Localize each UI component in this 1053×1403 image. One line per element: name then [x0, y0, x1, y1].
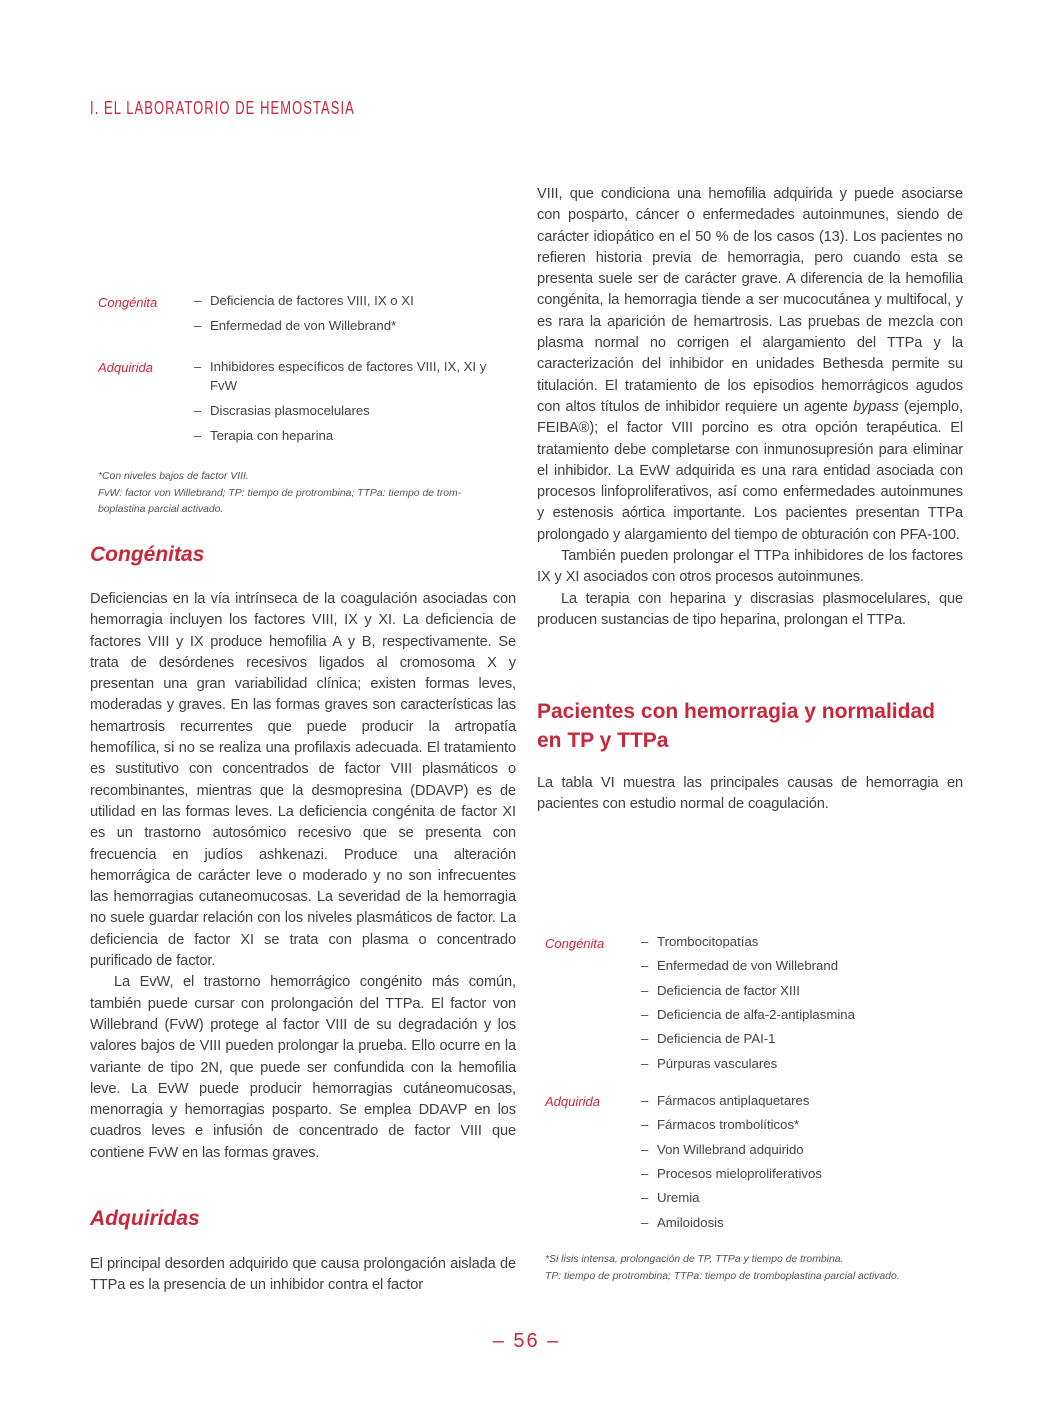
heading-pacientes: Pacientes con hemorragia y normalidad en TP y TTPa	[537, 700, 935, 752]
table-right-row: – Amiloidosis	[641, 1215, 724, 1230]
table-right-row: – Trombocitopatías	[641, 934, 759, 949]
section-adquiridas	[90, 1205, 516, 1297]
table-right-row: – Fármacos trombolíticos*	[641, 1117, 800, 1132]
table-left-row: FvW	[210, 378, 238, 393]
table-right-notes: *Si lisis intensa, prolongación de TP, TTPa y tiempo de trombina. TP: tiempo de protrombina; TTPa: tiempo de tromboplastina parcial activado.	[545, 1254, 900, 1282]
table-left-row: – Discrasias plasmocelulares	[194, 403, 370, 418]
table-left-notes: *Con niveles bajos de factor VIII. FvW: factor von Willebrand; TP: tiempo de protrombina; TTPa: tiempo de trom- boplastina parcial activado.	[98, 471, 462, 515]
paragraph: El principal desorden adquirido que causa prolongación aislada de TTPa es la presencia de un inhibidor contra el factor	[90, 1256, 516, 1294]
table-left-row: – Terapia con heparina	[194, 428, 334, 443]
table-right-row: – Uremia	[641, 1190, 700, 1205]
paragraph: La terapia con heparina y discrasias plasmocelulares, que producen sustancias de tipo heparina, prolongan el TTPa.	[537, 590, 963, 628]
page-number: – 56 –	[492, 1330, 561, 1352]
paragraph: La EvW, el trastorno hemorrágico congénito más común, también puede cursar con prolongación del TTPa. El factor von Willebrand (FvW) protege al factor VIII de su degradación y los valores bajos de VIII pueden prolongar la prueba. Ello ocurre en la variante de tipo 2N, que puede ser confundida con la hemofilia leve. La EvW puede producir hemorragias cutáneomucosas, menorragia y hemorragias posparto. Se emplea DDAVP en los cuadros leves e infusión de concentrado de factor VIII que contiene FvW en las formas graves.	[90, 974, 516, 1161]
table-left-row: – Deficiencia de factores VIII, IX o XI	[194, 293, 414, 308]
table-right-adquirida-label: Adquirida	[545, 1094, 600, 1109]
table-right-row: – Von Willebrand adquirido	[641, 1142, 804, 1157]
table-right-row: – Procesos mieloproliferativos	[641, 1166, 822, 1181]
running-head: I. EL LABORATORIO DE HEMOSTASIA	[90, 98, 355, 118]
table-left-congenita-label: Congénita	[98, 295, 158, 310]
right-column-text	[537, 184, 963, 631]
paragraph: Deficiencias en la vía intrínseca de la coagulación asociadas con hemorragia incluyen los factores VIII, IX y XI. La deficiencia de factores VIII y IX produce hemofilia A y B, respectivamente. Se trata de desórdenes recesivos ligados al cromosoma X y presentan una gran variabilidad clínica; existen formas leves, moderadas y graves. En las formas graves son características las hemartrosis recurrentes que puede producir la artropatía hemofílica, si no se realiza una profilaxis adecuada. El tratamiento es sustitutivo con concentrados de factor VIII plasmáticos o recombinantes, mientras que la desmopresina (DDAVP) es de utilidad en las formas leves. La deficiencia congénita de factor XI es un trastorno autosómico recesivo que se presenta con frecuencia en judíos ashkenazi. Produce una alteración hemorrágica de carácter leve o moderado y no son infrecuentes las hemorragias cutaneomucosas. La severidad de la hemorragia no suele guardar relación con los niveles plasmáticos de factor. La deficiencia de factor XI se trata con plasma o concentrado purificado de factor.	[90, 591, 516, 970]
heading-congenitas: Congénitas	[90, 543, 205, 566]
table-right-row: – Fármacos antiplaquetares	[641, 1093, 810, 1108]
section-congenitas	[90, 541, 516, 1164]
paragraph: VIII, que condiciona una hemofilia adquirida y puede asociarse con posparto, cáncer o enfermedades autoinmunes, siendo de carácter idiopático en el 50 % de los casos (13). Los pacientes no refieren historia previa de hemorragia, pero cuando esta se presenta suele ser de carácter grave. A diferencia de la hemofilia congénita, la hemorragia tiende a ser mucocutánea y multifocal, y es rara la aparición de hemartrosis. Las pruebas de mezcla con plasma normal no corrigen el alargamiento del TTPa y la caracterización del inhibidor en unidades Bethesda permite su titulación. El tratamiento de los episodios hemorrágicos agudos con altos títulos de inhibidor requiere un agente bypass (ejemplo, FEIBA®); el factor VIII porcino es otra opción terapéutica. El tratamiento debe completarse con inmunosupresión para eliminar el inhibidor. La EvW adquirida es una rara entidad asociada con procesos linfoproliferativos, así como enfermedades autoinmunes y estenosis aórtica importante. Los pacientes presentan TTPa prolongado y alargamiento del tiempo de obturación con PFA-100.	[537, 186, 964, 543]
table-left-adquirida-label: Adquirida	[98, 360, 153, 375]
section-pacientes	[537, 697, 963, 816]
table-left-row: – Enfermedad de von Willebrand*	[194, 318, 397, 333]
paragraph: También pueden prolongar el TTPa inhibidores de los factores IX y XI asociados con otros procesos autoinmunes.	[537, 548, 963, 586]
table-right-row: – Deficiencia de alfa-2-antiplasmina	[641, 1007, 855, 1022]
table-right-row: – Deficiencia de PAI-1	[641, 1031, 776, 1046]
table-right	[545, 934, 965, 1234]
table-left-row: – Inhibidores específicos de factores VIII, IX, XI y	[194, 359, 487, 374]
table-right-row: – Enfermedad de von Willebrand	[641, 958, 839, 973]
heading-adquiridas: Adquiridas	[90, 1207, 200, 1230]
table-right-row: – Púrpuras vasculares	[641, 1056, 778, 1071]
table-right-row: – Deficiencia de factor XIII	[641, 983, 800, 998]
paragraph: La tabla VI muestra las principales causas de hemorragia en pacientes con estudio normal de coagulación.	[537, 775, 963, 813]
table-right-congenita-label: Congénita	[545, 936, 605, 951]
